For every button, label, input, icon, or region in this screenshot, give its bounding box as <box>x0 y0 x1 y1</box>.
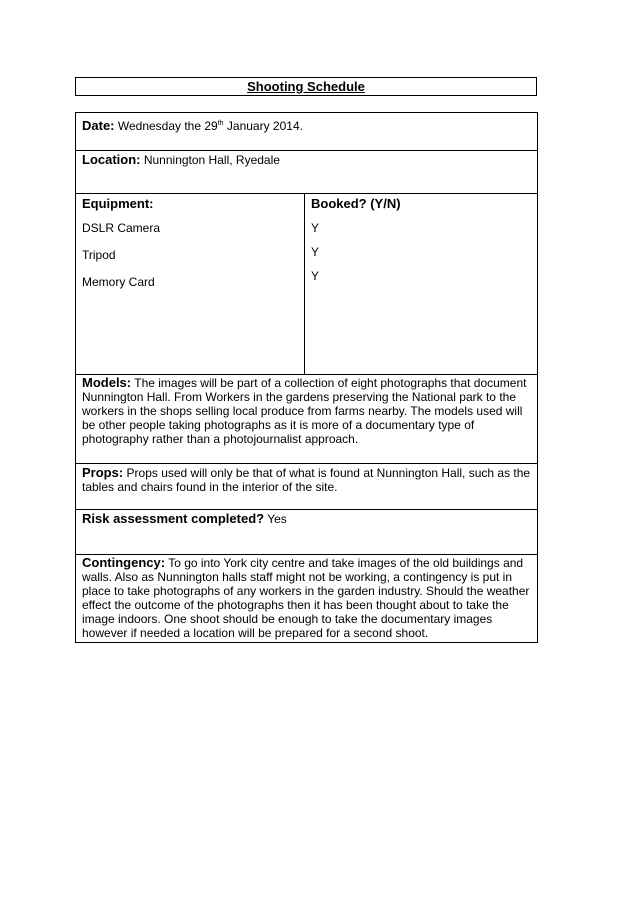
document-title: Shooting Schedule <box>247 79 365 94</box>
document-title-box <box>75 77 537 96</box>
props-row <box>76 464 538 510</box>
location-label: Location: <box>82 152 141 167</box>
location-cell <box>76 151 538 194</box>
contingency-cell <box>76 555 538 643</box>
contingency-label: Contingency: <box>82 555 166 570</box>
equipment-label: Equipment: <box>82 196 154 211</box>
date-cell <box>76 113 538 151</box>
booked-item: Y <box>311 221 320 235</box>
props-text: Props used will only be that of what is found at Nunnington Hall, such as the tables and chairs found in the interior of the site. <box>82 466 531 494</box>
schedule-table <box>75 112 538 643</box>
contingency-text: To go into York city centre and take images of the old buildings and walls. Also as Nunnington halls staff might not be working, a contingency is put in place to take photographs of any workers in the garden industry. Should the weather effect the outcome of the photographs then it has been thought about to take the image indoors. One shoot should be enough to take the documentary images however if needed a location will be prepared for a second shoot. <box>82 556 530 640</box>
date-label: Date: <box>82 118 115 133</box>
risk-value: Yes <box>267 512 287 526</box>
date-value: Wednesday the 29th January 2014. <box>117 119 303 133</box>
date-row <box>76 113 538 151</box>
risk-cell <box>76 510 538 555</box>
equipment-item: DSLR Camera <box>82 221 161 235</box>
props-label: Props: <box>82 465 124 480</box>
models-row <box>76 375 538 464</box>
equipment-item: Memory Card <box>82 275 155 289</box>
models-label: Models: <box>82 375 132 390</box>
risk-row <box>76 510 538 555</box>
props-cell <box>76 464 538 510</box>
equipment-cell <box>76 194 305 375</box>
models-cell <box>76 375 538 464</box>
contingency-row <box>76 555 538 643</box>
booked-label: Booked? (Y/N) <box>311 196 401 211</box>
equipment-item: Tripod <box>82 248 116 262</box>
location-row <box>76 151 538 194</box>
equipment-row <box>76 194 538 375</box>
location-value: Nunnington Hall, Ryedale <box>143 153 280 167</box>
booked-item: Y <box>311 269 320 283</box>
risk-label: Risk assessment completed? <box>82 511 265 526</box>
booked-cell <box>305 194 538 375</box>
booked-item: Y <box>311 245 320 259</box>
models-text: The images will be part of a collection of eight photographs that document Nunnington Hall. From Workers in the gardens preserving the National park to the workers in the shops selling local produce from farms nearby. The models used will be other people taking photographs as it is more of a documentary type of photography rather than a photojournalist approach. <box>82 376 527 446</box>
